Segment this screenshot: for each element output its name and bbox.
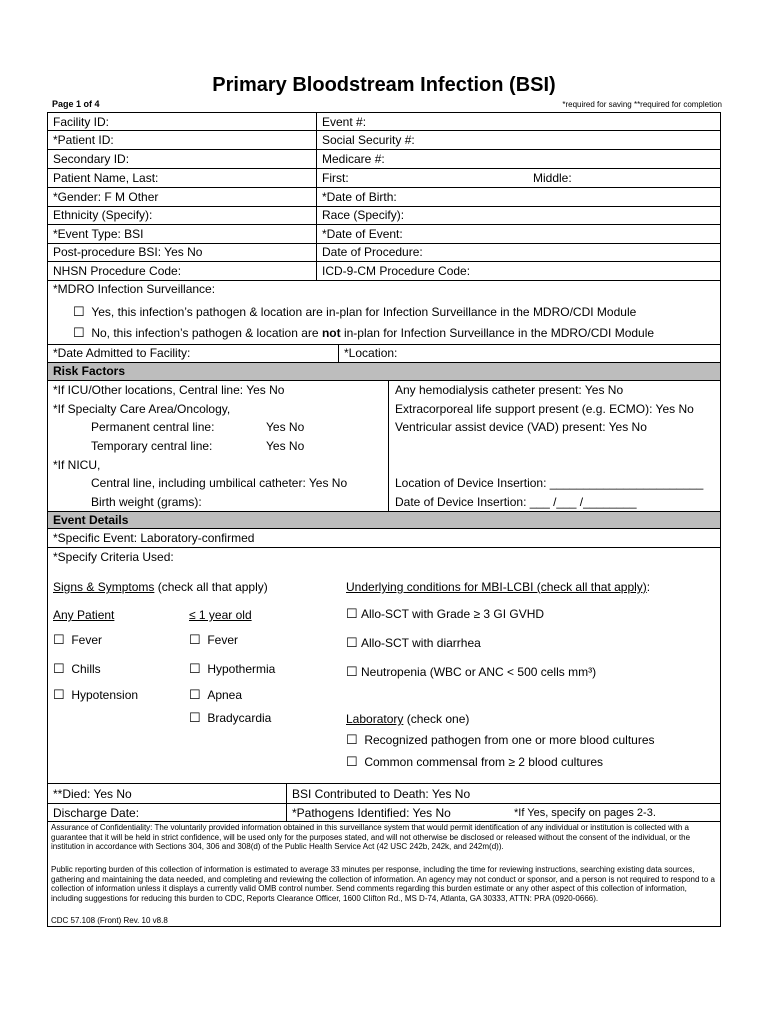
date-of-birth-field[interactable]: *Date of Birth: xyxy=(322,190,397,204)
event-number-field[interactable]: Event #: xyxy=(322,115,367,129)
race-field[interactable]: Race (Specify): xyxy=(322,208,405,222)
infant-fever-option[interactable]: ☐ Fever xyxy=(189,632,239,647)
any-patient-fever-option[interactable]: ☐ Fever xyxy=(53,632,103,647)
one-year-old-label: ≤ 1 year old xyxy=(189,608,252,622)
checkbox-icon[interactable]: ☐ xyxy=(73,325,85,340)
device-date-field[interactable]: Date of Device Insertion: ___ /___ /________ xyxy=(395,495,637,509)
any-patient-label: Any Patient xyxy=(53,608,115,622)
temporary-central-line-label: Temporary central line: xyxy=(91,439,213,453)
date-admitted-field[interactable]: *Date Admitted to Facility: xyxy=(53,346,191,360)
date-of-procedure-field[interactable]: Date of Procedure: xyxy=(322,245,423,259)
specify-pages-note: *If Yes, specify on pages 2-3. xyxy=(514,807,656,819)
mdro-no-option[interactable]: ☐ No, this infection’s pathogen & location are not in-plan for Infection Surveillance in the MDRO/CDI Module xyxy=(73,325,655,340)
ecmo-field[interactable]: Extracorporeal life support present (e.g. ECMO): Yes No xyxy=(395,402,694,416)
checkbox-icon[interactable]: ☐ xyxy=(53,661,65,676)
checkbox-icon[interactable]: ☐ xyxy=(189,661,201,676)
event-details-heading: Event Details xyxy=(53,513,129,527)
hemodialysis-catheter-field[interactable]: Any hemodialysis catheter present: Yes No xyxy=(395,383,624,397)
burden-statement: Public reporting burden of this collection of information is estimated to average 33 minutes per response, including the time for reviewing instructions, searching existing data sources, gathering and maintaining the data needed, and completing and reviewing the collection of information. An agency may not conduct or sponsor, and a person is not required to respond to a collection of information unless it displays a currently valid OMB control number. Send comments regarding this burden estimate or any other aspect of this collection of information, including suggestions for reducing this burden to CDC, Reports Clearance Officer, 1600 Clifton Rd., MS D-74, Atlanta, GA 30333, ATTN: PRA (0920-0666). xyxy=(51,865,715,903)
nicu-label: *If NICU, xyxy=(53,458,101,472)
required-legend: *required for saving **required for completion xyxy=(562,100,722,109)
form-number: CDC 57.108 (Front) Rev. 10 v8.8 xyxy=(51,916,168,925)
infant-hypothermia-option[interactable]: ☐ Hypothermia xyxy=(189,661,276,676)
medicare-field[interactable]: Medicare #: xyxy=(322,152,385,166)
patient-last-name-field[interactable]: Patient Name, Last: xyxy=(53,171,159,185)
mdro-yes-option[interactable]: ☐ Yes, this infection’s pathogen & location are in-plan for Infection Surveillance in the MDRO/CDI Module xyxy=(73,304,637,319)
event-details-band xyxy=(48,511,720,528)
confidentiality-statement: Assurance of Confidentiality: The voluntarily provided information obtained in this surveillance system that would permit identification of any individual or institution is collected with a guarantee that it will be held in strict confidence, will be used only for the purposes stated, and will not otherwise be disclosed or released without the consent of the individual, or the institution in accordance with Sections 304, 306 and 308(d) of the Public Health Service Act (42 USC 242b, 242k, and 242m(d)). xyxy=(51,823,691,852)
date-of-event-field[interactable]: *Date of Event: xyxy=(322,227,403,241)
ssn-field[interactable]: Social Security #: xyxy=(322,133,415,147)
risk-factors-heading: Risk Factors xyxy=(53,364,126,378)
event-type-field: *Event Type: BSI xyxy=(53,227,144,241)
form-title: Primary Bloodstream Infection (BSI) xyxy=(212,74,556,96)
checkbox-icon[interactable]: ☐ xyxy=(346,732,358,747)
specialty-care-label: *If Specialty Care Area/Oncology, xyxy=(53,402,231,416)
infant-apnea-option[interactable]: ☐ Apnea xyxy=(189,687,243,702)
checkbox-icon[interactable]: ☐ xyxy=(53,632,65,647)
icd9-procedure-code-field[interactable]: ICD-9-CM Procedure Code: xyxy=(322,264,471,278)
checkbox-icon[interactable]: ☐ xyxy=(53,687,65,702)
checkbox-icon[interactable]: ☐ xyxy=(189,632,201,647)
temporary-central-line-yes-no[interactable]: Yes No xyxy=(266,439,305,453)
lab-recognized-pathogen-option[interactable]: ☐ Recognized pathogen from one or more blood cultures xyxy=(346,732,655,747)
vad-field[interactable]: Ventricular assist device (VAD) present: Yes No xyxy=(395,420,647,434)
mbi-gvhd-option[interactable]: ☐ Allo-SCT with Grade ≥ 3 GI GVHD xyxy=(346,606,545,621)
criteria-used-label: *Specify Criteria Used: xyxy=(53,550,174,564)
form-table xyxy=(47,112,721,927)
ethnicity-field[interactable]: Ethnicity (Specify): xyxy=(53,208,153,222)
checkbox-icon[interactable]: ☐ xyxy=(73,304,85,319)
permanent-central-line-yes-no[interactable]: Yes No xyxy=(266,420,305,434)
signs-symptoms-label: Signs & Symptoms (check all that apply) xyxy=(53,580,268,594)
permanent-central-line-label: Permanent central line: xyxy=(91,420,215,434)
icu-central-line[interactable]: *If ICU/Other locations, Central line: Yes No xyxy=(53,383,285,397)
checkbox-icon[interactable]: ☐ xyxy=(189,687,201,702)
risk-factors-band xyxy=(48,362,720,380)
post-procedure-bsi-field[interactable]: Post-procedure BSI: Yes No xyxy=(53,245,203,259)
birth-weight-field[interactable]: Birth weight (grams): xyxy=(91,495,202,509)
mbi-neutropenia-option[interactable]: ☐ Neutropenia (WBC or ANC < 500 cells mm³) xyxy=(346,664,597,679)
any-patient-chills-option[interactable]: ☐ Chills xyxy=(53,661,101,676)
discharge-date-field[interactable]: Discharge Date: xyxy=(53,806,140,820)
any-patient-hypotension-option[interactable]: ☐ Hypotension xyxy=(53,687,139,702)
specific-event-field: *Specific Event: Laboratory-confirmed xyxy=(53,531,255,545)
pathogens-identified-field[interactable]: *Pathogens Identified: Yes No xyxy=(292,806,451,820)
checkbox-icon[interactable]: ☐ xyxy=(346,664,358,679)
facility-id-field[interactable]: Facility ID: xyxy=(53,115,110,129)
lab-common-commensal-option[interactable]: ☐ Common commensal from ≥ 2 blood cultures xyxy=(346,754,604,769)
laboratory-label: Laboratory (check one) xyxy=(346,712,470,726)
mbi-diarrhea-option[interactable]: ☐ Allo-SCT with diarrhea xyxy=(346,635,481,650)
mdro-surveillance-label: *MDRO Infection Surveillance: xyxy=(53,282,216,296)
location-field[interactable]: *Location: xyxy=(344,346,398,360)
secondary-id-field[interactable]: Secondary ID: xyxy=(53,152,130,166)
bsi-contributed-death-field[interactable]: BSI Contributed to Death: Yes No xyxy=(292,787,471,801)
underlying-conditions-label: Underlying conditions for MBI-LCBI (check all that apply): xyxy=(346,580,651,594)
patient-id-field[interactable]: *Patient ID: xyxy=(53,133,114,147)
middle-name-field[interactable]: Middle: xyxy=(533,171,572,185)
device-location-field[interactable]: Location of Device Insertion: _______________________ xyxy=(395,476,704,490)
gender-field[interactable]: *Gender: F M Other xyxy=(53,190,159,204)
first-name-field[interactable]: First: xyxy=(322,171,349,185)
nhsn-procedure-code-field[interactable]: NHSN Procedure Code: xyxy=(53,264,182,278)
checkbox-icon[interactable]: ☐ xyxy=(189,710,201,725)
page-number: Page 1 of 4 xyxy=(52,99,100,109)
checkbox-icon[interactable]: ☐ xyxy=(346,635,358,650)
checkbox-icon[interactable]: ☐ xyxy=(346,606,358,621)
died-field[interactable]: **Died: Yes No xyxy=(53,787,132,801)
infant-bradycardia-option[interactable]: ☐ Bradycardia xyxy=(189,710,272,725)
umbilical-catheter-field[interactable]: Central line, including umbilical catheter: Yes No xyxy=(91,476,348,490)
checkbox-icon[interactable]: ☐ xyxy=(346,754,358,769)
